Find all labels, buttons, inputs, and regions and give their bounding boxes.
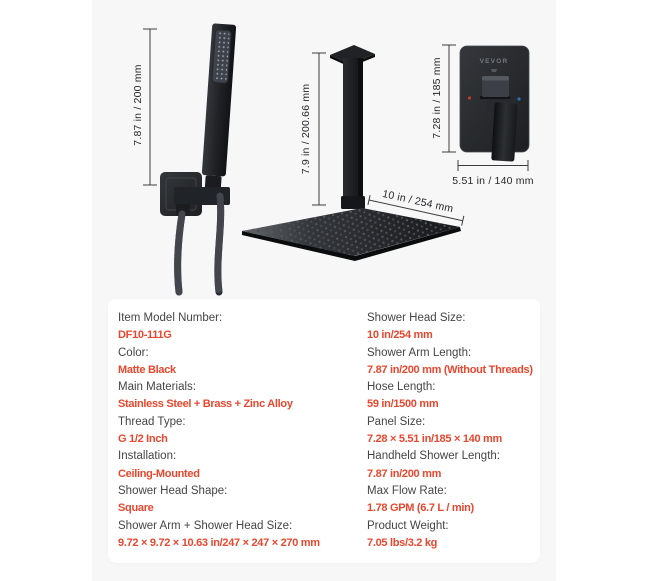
spec-value: Stainless Steel + Brass + Zinc Alloy: [118, 398, 293, 411]
spec-value: 59 in/1500 mm: [367, 398, 439, 411]
handheld-shower-illustration: [132, 23, 236, 292]
spec-label: Thread Type:: [118, 415, 186, 428]
spec-value: 9.72 × 9.72 × 10.63 in/247 × 247 × 270 mm: [118, 536, 320, 549]
product-diagram: [92, 0, 556, 300]
spec-value: DF10-111G: [118, 329, 172, 342]
spec-value: 7.87 in/200 mm (Without Threads): [367, 363, 533, 376]
head-size-dimension-label: 10 in / 254 mm: [381, 187, 455, 216]
spec-value: Matte Black: [118, 363, 176, 376]
shower-arm: [341, 58, 365, 209]
valve-panel-illustration: [431, 45, 534, 187]
spec-value: 7.28 × 5.51 in/185 × 140 mm: [367, 433, 503, 446]
spec-column-right: [367, 310, 540, 552]
hot-indicator-dot: [468, 96, 471, 99]
valve-plate: [460, 46, 529, 162]
spec-value: Ceiling-Mounted: [118, 467, 200, 480]
spec-label: Shower Arm + Shower Head Size:: [118, 519, 293, 532]
spec-value: 7.87 in/200 mm: [367, 467, 442, 480]
arm-length-dimension: [300, 53, 326, 205]
spec-value: 10 in/254 mm: [367, 329, 433, 342]
spec-column-left: [118, 310, 367, 552]
cold-indicator-dot: [517, 97, 520, 100]
spec-label: Shower Head Shape:: [118, 484, 228, 497]
spec-label: Max Flow Rate:: [367, 484, 447, 497]
arm-length-dimension-label: 7.9 in / 200.66 mm: [300, 83, 312, 175]
shower-head-nozzles: [242, 208, 460, 256]
square-shower-head: [242, 208, 461, 261]
spec-value: 1.78 GPM (6.7 L / min): [367, 502, 474, 515]
panel-width-dimension: [452, 160, 533, 187]
arm-connector-nut: [341, 196, 365, 209]
spec-label: Color:: [118, 346, 149, 359]
spec-label: Panel Size:: [367, 415, 426, 428]
brand-emblem-icon: [491, 69, 497, 72]
handheld-length-dimension: [132, 29, 157, 185]
spec-label: Hose Length:: [367, 381, 436, 394]
spec-label: Item Model Number:: [118, 312, 223, 324]
spec-label: Shower Head Size:: [367, 312, 466, 324]
handheld-length-dimension-label: 7.87 in / 200 mm: [132, 64, 144, 146]
spec-label: Handheld Shower Length:: [367, 450, 500, 463]
panel-height-dimension: [431, 45, 456, 152]
handheld-wand: [201, 23, 237, 192]
panel-height-dimension-label: 7.28 in / 185 mm: [431, 57, 443, 139]
spec-value: Square: [118, 502, 154, 515]
specifications-card: [108, 299, 540, 563]
diverter-knob: [480, 76, 510, 99]
spec-label: Shower Arm Length:: [367, 346, 472, 359]
panel-width-dimension-label: 5.51 in / 140 mm: [452, 175, 534, 187]
brand-logo: VEVOR: [479, 58, 509, 65]
spec-value: G 1/2 Inch: [118, 433, 168, 446]
spec-label: Product Weight:: [367, 519, 449, 532]
spec-label: Installation:: [118, 450, 177, 463]
spec-label: Main Materials:: [118, 381, 196, 394]
spec-value: 7.05 lbs/3.2 kg: [367, 536, 438, 549]
